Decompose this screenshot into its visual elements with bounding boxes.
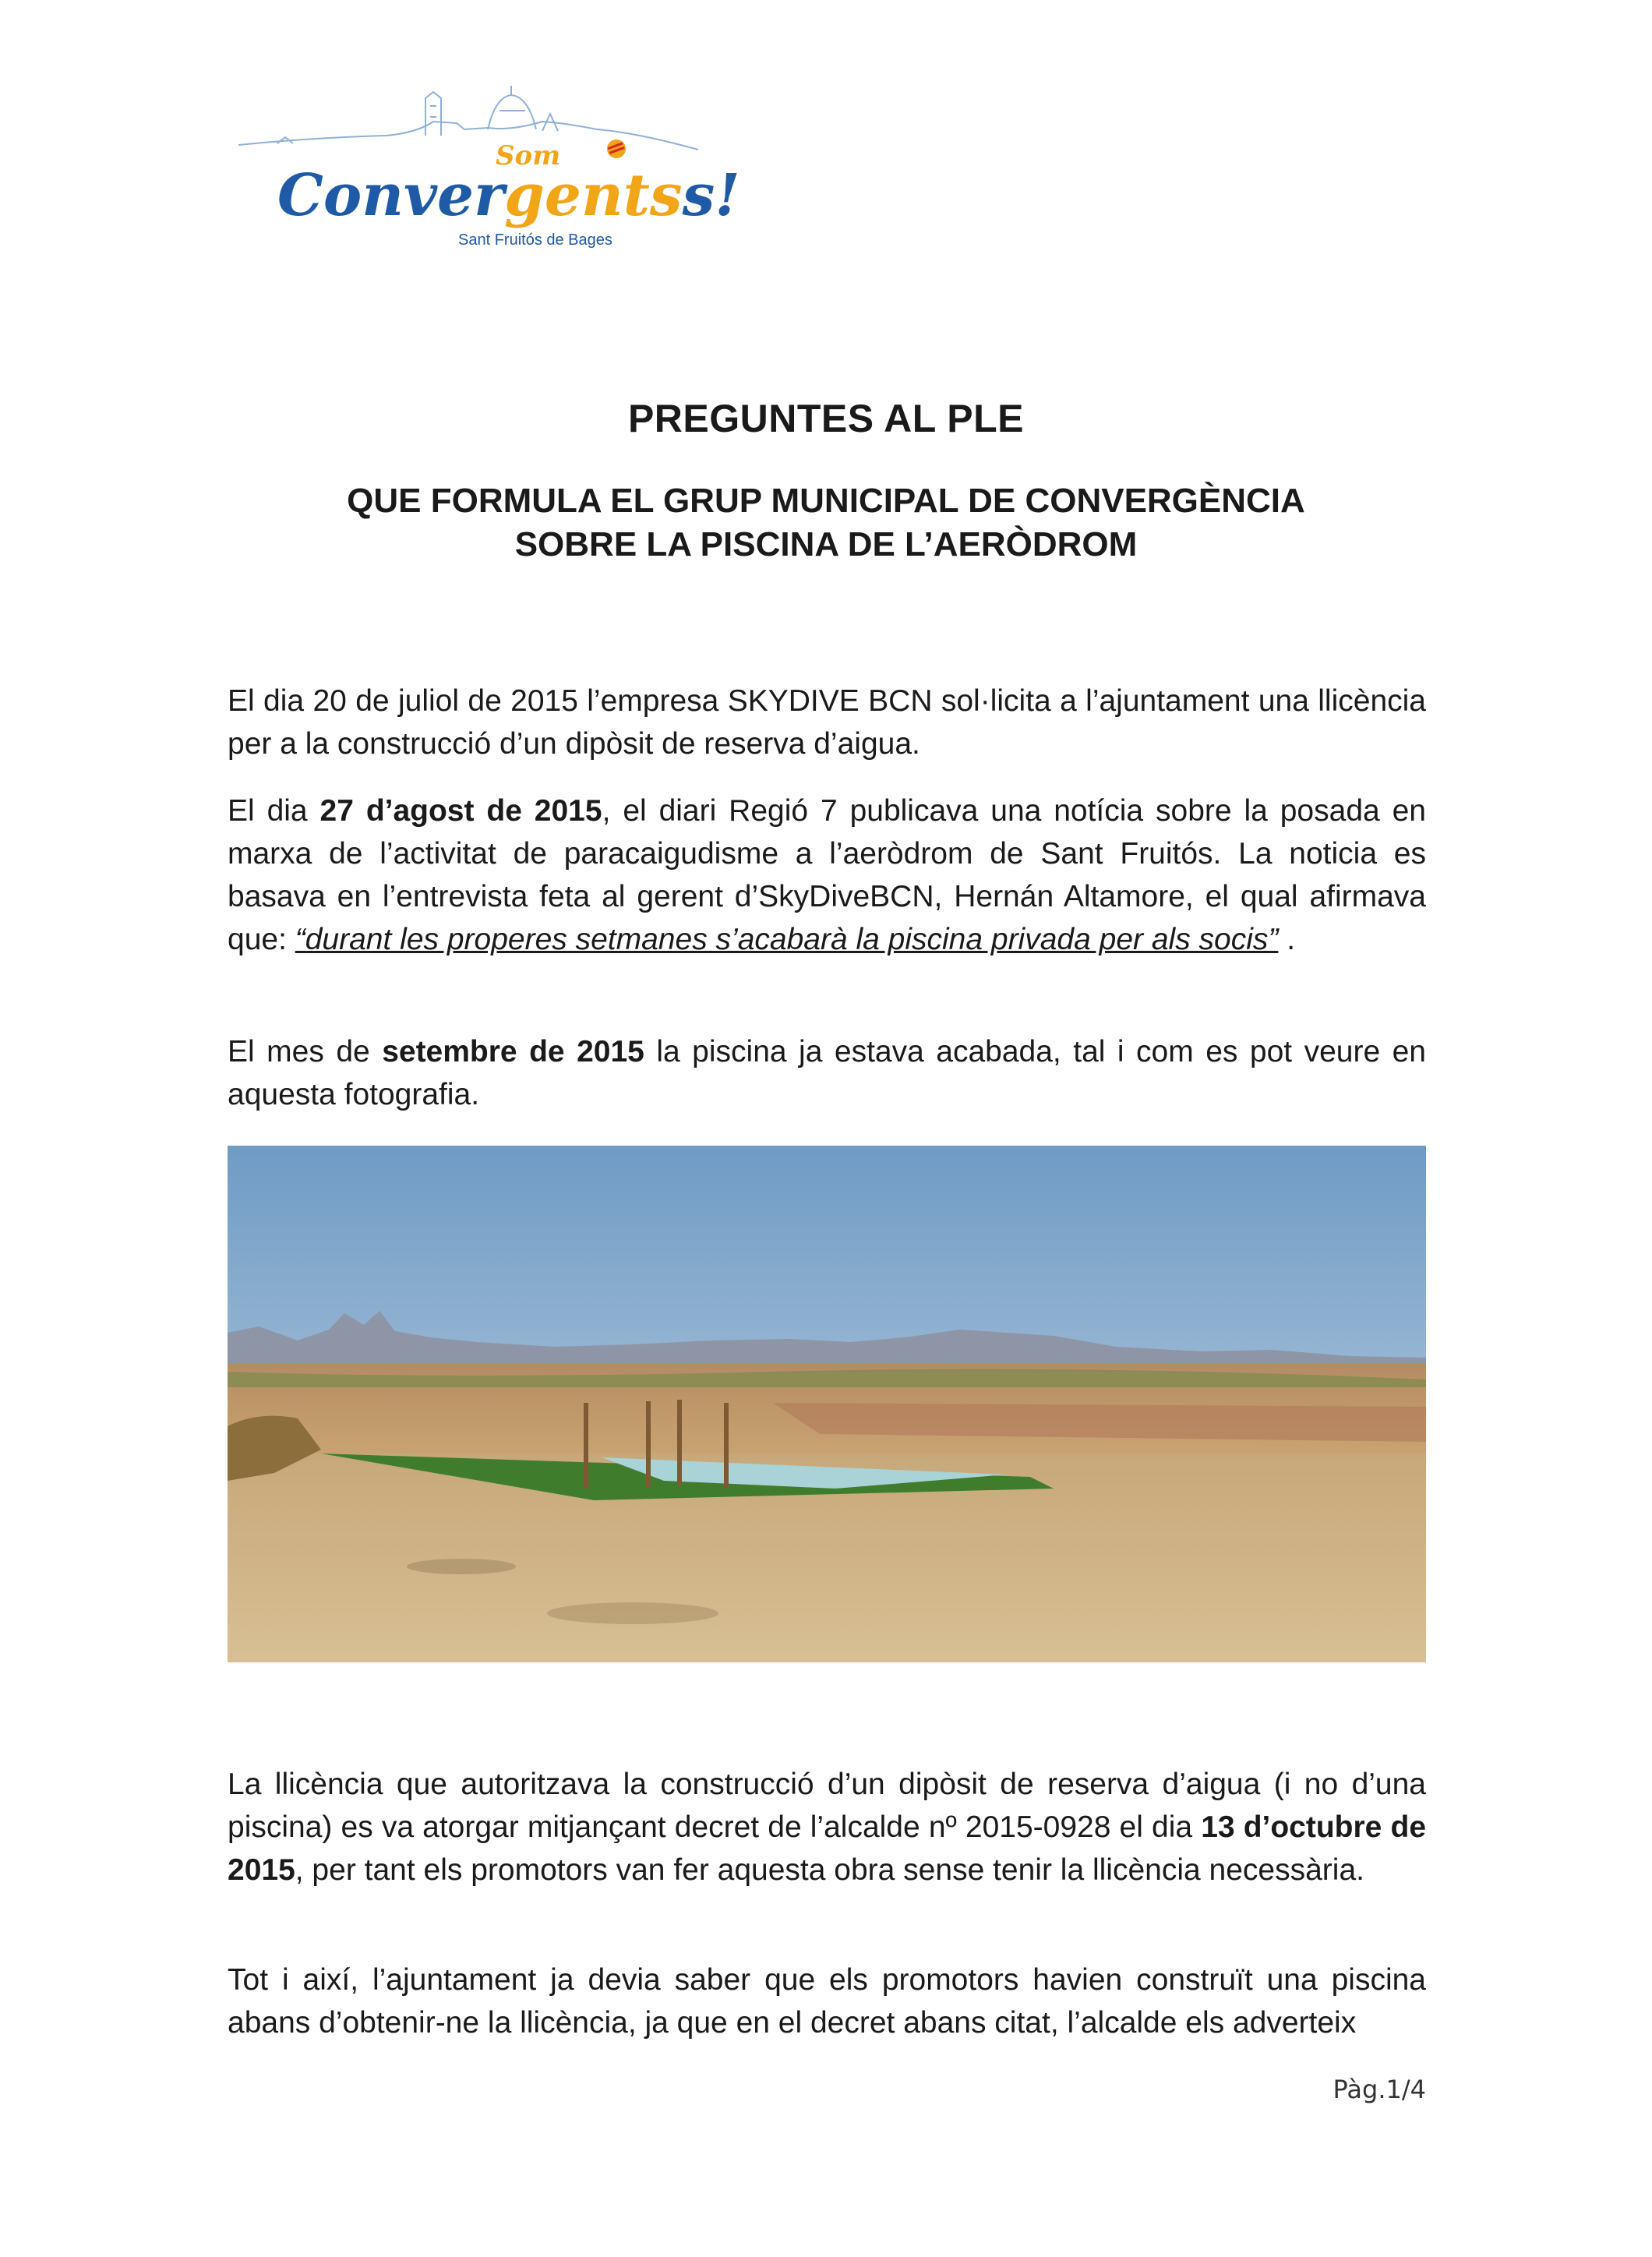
paragraph-5: Tot i així, l’ajuntament ja devia saber que els promotors havien construït una piscina abans d’obtenir-ne la llicència, ja que en el decret abans citat, l’alcalde els adverteix	[228, 1963, 1426, 2040]
p2-date: 27 d’agost de 2015	[319, 794, 602, 828]
p3-text-a: El mes de	[228, 1035, 383, 1068]
logo-conver-text: Conver	[277, 162, 505, 229]
p2-text-c: , el diari Regió 7 publicava una notícia sobre la posada en marxa de l’activitat de paracaigudisme a l’aeròdrom de Sant Fruitós. La noticia es basava en l’entrevista feta al gerent d’SkyDiveBCN, Hernán Altamore, el qual afirmava que:	[228, 794, 1426, 956]
subtitle-line-2: SOBRE LA PISCINA DE L’AERÒDROM	[514, 525, 1138, 563]
logo-som-text: Som	[496, 140, 561, 171]
p4-date: 13 d’octubre de 2015	[228, 1810, 1427, 1887]
p2-text-d: .	[1278, 923, 1296, 956]
subtitle-line-1: QUE FORMULA EL GRUP MUNICIPAL DE CONVERGÈNCIA	[347, 482, 1305, 520]
paragraph-4	[228, 1763, 1426, 1891]
page-number: Pàg.1/4	[1333, 2075, 1426, 2104]
paragraph-3	[228, 1030, 1426, 1116]
p3-text-c: la piscina ja estava acabada, tal i com es pot veure en aquesta fotografia.	[228, 1035, 1427, 1111]
paragraph-2	[228, 789, 1426, 961]
p3-date: setembre de 2015	[382, 1035, 644, 1068]
logo-place-text: Sant Fruitós de Bages	[458, 231, 612, 249]
logo-s-text: s!	[682, 162, 740, 229]
p4-text-c: , per tant els promotors van fer aquesta obra sense tenir la llicència necessària.	[295, 1853, 1364, 1887]
document-subtitle	[0, 479, 1652, 567]
document-title: PREGUNTES AL PLE	[627, 397, 1025, 440]
logo-gents-text: gents	[504, 162, 683, 229]
p2-quote: “durant les properes setmanes s’acabarà la piscina privada per als socis”	[295, 923, 1279, 956]
p4-text-a: La llicència que autoritzava la construcció d’un dipòsit de reserva d’aigua (i no d’una piscina) es va atorgar mitjançant decret de l’alcalde nº 2015-0928 el dia	[228, 1768, 1426, 1844]
svg-text:Convergentss!	[277, 162, 740, 229]
pool-photo	[228, 1146, 1426, 1662]
party-logo	[231, 75, 740, 254]
paragraph-1: El dia 20 de juliol de 2015 l’empresa SKYDIVE BCN sol·licita a l’ajuntament una llicència per a la construcció d’un dipòsit de reserva d’aigua.	[228, 684, 1426, 761]
p2-text-a: El dia	[228, 794, 320, 828]
